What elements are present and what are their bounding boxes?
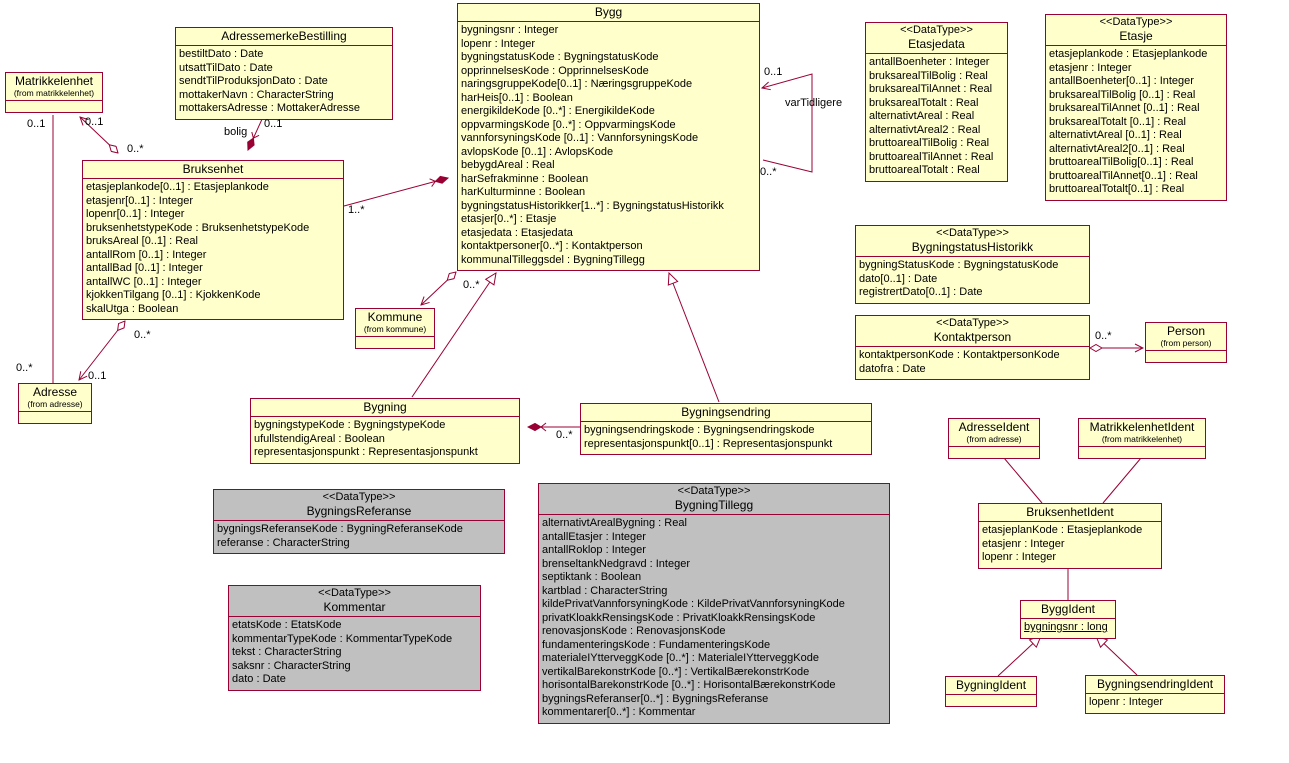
class-attribute: bygningsendringskode : Bygningsendringskode [584,424,815,436]
class-bruksenhetident[interactable] [978,503,1162,569]
stereotype-label: <<DataType>> [936,317,1009,329]
stereotype-label: <<DataType>> [936,227,1009,239]
multiplicity-label: 0..* [556,429,573,441]
edge-bygningident-byggident [998,636,1041,676]
class-attribute: etasjenr[0..1] : Integer [86,194,194,207]
class-attribute: harKulturminne : Boolean [461,186,586,198]
class-attribute: bestiltDato : Date [179,48,264,60]
class-kontaktperson[interactable] [855,315,1090,380]
attributes-compartment [1079,447,1205,458]
edge-bygg-bygg-vartidligere [762,74,812,172]
class-attribute: antallBoenheter[0..1] : Integer [1049,75,1194,87]
class-name: Adresse [32,385,78,399]
class-attribute: privatKloakkRensingsKode : PrivatKloakkRensingsKode [542,611,816,624]
class-name: Bygningsendring [681,405,771,419]
class-attribute: utsattTilDato : Date [179,61,273,74]
class-attribute: kommunalTilleggsdel : BygningTillegg [461,253,645,266]
attributes-compartment [979,522,1161,568]
class-attribute: avlopsKode [0..1] : AvlopsKode [461,145,614,158]
class-attribute: oppvarmingsKode [0..*] : OppvarmingsKode [461,118,676,131]
class-attribute: kartblad : CharacterString [542,584,668,597]
role-label: bolig [224,126,248,138]
class-attribute: antallEtasjer : Integer [542,530,646,543]
class-header [229,586,480,617]
class-name: Bruksenhet [182,162,244,176]
class-attribute: bygningsnr : long [1024,621,1108,633]
multiplicity-label: 0..* [16,362,33,374]
class-attribute: lopenr[0..1] : Integer [86,208,185,220]
class-attribute: alternativtAreal [0..1] : Real [1049,129,1182,141]
class-matrikkelenhet[interactable] [5,72,103,113]
edge-bygningsendringident-byggident [1096,636,1137,675]
class-attribute: registrertDato[0..1] : Date [859,286,983,298]
attributes-compartment [856,347,1089,379]
class-attribute: alternativtAreal : Real [869,110,975,122]
class-header [856,226,1089,257]
class-attribute: dato[0..1] : Date [859,272,938,285]
class-bygningsreferanse[interactable] [213,489,505,554]
class-header [458,4,759,22]
from-package-note: (from adresse) [27,399,83,409]
class-attribute: bruttoarealTilAnnet[0..1] : Real [1049,169,1198,182]
class-name: Matrikkelenhet [14,74,94,88]
class-bygningtillegg[interactable] [538,483,890,724]
class-kommentar[interactable] [228,585,481,691]
class-attribute: bruttoarealTotalt[0..1] : Real [1049,183,1185,195]
class-attribute: mottakerNavn : CharacterString [179,88,334,101]
attributes-compartment [176,46,392,119]
class-attribute: bygningsReferanser[0..*] : BygningsReferanse [542,692,769,705]
class-attribute: alternativtAreal2 : Real [869,123,981,136]
class-header [949,419,1039,447]
attributes-compartment [356,337,434,348]
attributes-compartment [856,257,1089,303]
attributes-compartment [1021,619,1115,638]
class-name: Etasjedata [908,37,965,51]
class-attribute: antallWC [0..1] : Integer [86,275,202,288]
class-etasjedata[interactable] [865,22,1008,182]
multiplicity-label: 0..1 [88,370,107,382]
class-name: ByggIdent [1040,602,1096,616]
edge-adresseident-bruksenhetident [1004,458,1042,503]
class-person[interactable] [1145,322,1227,363]
attributes-compartment [949,447,1039,458]
class-attribute: tekst : CharacterString [232,646,342,658]
from-package-note: (from matrikkelenhet) [1101,434,1183,444]
class-header [214,490,504,521]
class-header [979,504,1161,522]
attributes-compartment [251,417,519,463]
stereotype-label: <<DataType>> [1099,16,1173,28]
attributes-compartment [946,695,1036,706]
from-package-note: (from person) [1160,338,1212,348]
class-attribute: skalUtga : Boolean [86,302,179,315]
class-attribute: kjokkenTilgang [0..1] : KjokkenKode [86,289,261,301]
class-attribute: bygningStatusKode : BygningstatusKode [859,259,1059,271]
class-attribute: vannforsyningsKode [0..1] : VannforsyningsKode [461,132,699,144]
class-header [83,161,343,179]
multiplicity-label: 1..* [348,204,365,216]
attributes-compartment [539,515,889,723]
class-header [176,28,392,46]
from-package-note: (from adresse) [966,434,1022,444]
class-attribute: etasjedata : Etasjedata [461,226,573,239]
class-name: BygningsReferanse [306,504,412,518]
class-name: MatrikkelenhetIdent [1089,420,1195,434]
class-attribute: bygningsnr : Integer [461,24,559,36]
class-attribute: fundamenteringsKode : FundamenteringsKode [542,638,771,651]
multiplicity-label: 0..* [760,166,777,178]
class-name: Etasje [1119,29,1153,43]
class-name: BygningTillegg [674,498,754,512]
class-attribute: harSefrakminne : Boolean [461,172,589,185]
class-attribute: kontaktpersoner[0..*] : Kontaktperson [461,240,643,252]
class-attribute: saksnr : CharacterString [232,659,351,672]
class-attribute: alternativtArealBygning : Real [542,517,687,529]
class-header [1021,601,1115,619]
class-header [1146,323,1226,351]
class-attribute: bruttoarealTilBolig : Real [869,137,990,149]
class-header [6,73,102,101]
class-attribute: ufullstendigAreal : Boolean [254,432,385,445]
stereotype-label: <<DataType>> [318,587,391,599]
class-name: Bygning [363,400,407,414]
class-name: Kommune [367,310,423,324]
class-attribute: representasjonspunkt : Representasjonspunkt [254,446,478,458]
multiplicity-label: 0..1 [85,116,104,128]
class-name: BygningIdent [955,678,1027,692]
class-attribute: etasjeplanKode : Etasjeplankode [982,524,1143,536]
class-attribute: bruksAreal [0..1] : Real [86,235,198,247]
class-attribute: etasjer[0..*] : Etasje [461,213,557,225]
from-package-note: (from matrikkelenhet) [13,88,95,98]
class-adressemerkebestilling[interactable] [175,27,393,120]
class-header [856,316,1089,347]
class-bruksenhet[interactable] [82,160,344,320]
class-header [1046,15,1226,46]
from-package-note: (from kommune) [363,324,427,334]
class-attribute: referanse : CharacterString [217,536,350,549]
class-bygningident[interactable] [945,676,1037,707]
class-attribute: dato : Date [232,673,286,685]
attributes-compartment [229,617,480,690]
class-bygning[interactable] [250,398,520,464]
class-attribute: kommentarTypeKode : KommentarTypeKode [232,632,453,645]
class-attribute: etasjenr : Integer [1049,61,1132,74]
class-name: Kommentar [323,600,386,614]
class-header [1079,419,1205,447]
class-header [581,404,871,422]
class-attribute: sendtTilProduksjonDato : Date [179,75,328,87]
class-attribute: energikildeKode [0..*] : EnergikildeKode [461,105,655,117]
class-attribute: antallRoklop : Integer [542,544,646,556]
multiplicity-label: 0..* [463,279,480,291]
class-attribute: datofra : Date [859,362,926,375]
class-bygningsendring[interactable] [580,403,872,455]
class-bygningstatushistorikk[interactable] [855,225,1090,304]
stereotype-label: <<DataType>> [322,491,396,503]
class-attribute: materialeIYtterveggKode [0..*] : MaterialeIYtterveggKode [542,652,819,664]
attributes-compartment [458,22,759,270]
class-attribute: bruksarealTilAnnet [0..1] : Real [1049,102,1200,114]
attributes-compartment [83,179,343,319]
class-adresse[interactable] [18,383,92,424]
class-attribute: bygningstypeKode : BygningstypeKode [254,419,446,431]
class-attribute: bygningstatusKode : BygningstatusKode [461,51,659,63]
attributes-compartment [581,422,871,454]
attributes-compartment [1086,694,1224,713]
class-header [19,384,91,412]
class-attribute: etasjenr : Integer [982,537,1065,550]
class-name: BygningsendringIdent [1096,677,1214,691]
class-attribute: bygningstatusHistorikker[1..*] : BygningstatusHistorikk [461,199,724,212]
class-attribute: mottakersAdresse : MottakerAdresse [179,102,360,114]
class-header [1086,676,1224,694]
class-kommune[interactable] [355,308,435,349]
class-header [866,23,1007,54]
class-attribute: brenseltankNedgravd : Integer [542,557,690,570]
class-attribute: harHeis[0..1] : Boolean [461,91,573,104]
class-attribute: bruksarealTilBolig [0..1] : Real [1049,88,1196,101]
attributes-compartment [1046,46,1226,200]
edge-bygningsendring-bygg [669,273,719,402]
multiplicity-label: 0..1 [264,118,283,130]
class-attribute: opprinnelsesKode : OpprinnelsesKode [461,64,649,77]
class-attribute: bygningsReferanseKode : BygningReferanseKode [217,523,463,535]
class-header [539,484,889,515]
multiplicity-label: 0..* [127,143,144,155]
class-attribute: bruksenhetstypeKode : BruksenhetstypeKode [86,221,310,234]
multiplicity-label: 0..1 [764,66,783,78]
class-attribute: renovasjonsKode : RenovasjonsKode [542,625,726,637]
class-attribute: lopenr : Integer [1089,696,1163,708]
class-attribute: horisontalBarekonstrKode [0..*] : HorisontalBærekonstrKode [542,679,836,691]
attributes-compartment [866,54,1007,181]
class-attribute: etatsKode : EtatsKode [232,619,342,631]
class-attribute: antallBoenheter : Integer [869,56,990,68]
class-name: Kontaktperson [933,330,1012,344]
edge-adressemerkebestilling-bruksenhet [248,117,263,150]
attributes-compartment [1146,351,1226,362]
edge-bygg-kommune [421,272,456,305]
class-attribute: bruksarealTotalt [0..1] : Real [1049,115,1186,128]
multiplicity-label: 0..* [1095,330,1112,342]
class-attribute: bruksarealTilAnnet : Real [869,83,993,95]
class-name: BruksenhetIdent [1026,505,1114,519]
class-attribute: bruttoarealTilBolig[0..1] : Real [1049,156,1194,168]
class-attribute: etasjeplankode[0..1] : Etasjeplankode [86,181,269,193]
class-name: Person [1166,324,1206,338]
edge-bruksenhet-bygg [344,178,448,206]
class-bygg[interactable] [457,3,760,271]
multiplicity-label: 0..1 [27,118,46,130]
class-attribute: lopenr : Integer [982,551,1056,563]
class-attribute: representasjonspunkt[0..1] : Representasjonspunkt [584,437,833,450]
multiplicity-label: 0..* [134,329,151,341]
attributes-compartment [6,101,102,112]
class-attribute: kontaktpersonKode : KontaktpersonKode [859,349,1060,361]
class-matrikkelenhetident[interactable] [1078,418,1206,459]
class-name: AdresseIdent [958,420,1030,434]
edge-matrikkelenhetident-bruksenhetident [1103,458,1141,503]
class-adresseident[interactable] [948,418,1040,459]
role-label: varTidligere [785,97,843,109]
attributes-compartment [19,412,91,423]
class-bygningsendringident[interactable] [1085,675,1225,714]
class-attribute: antallBad [0..1] : Integer [86,262,203,274]
class-header [251,399,519,417]
class-attribute: kildePrivatVannforsyningKode : KildePrivatVannforsyningKode [542,598,845,610]
class-header [946,677,1036,695]
class-name: BygningstatusHistorikk [911,240,1034,254]
class-name: Bygg [594,5,623,19]
class-attribute: alternativtAreal2[0..1] : Real [1049,142,1185,155]
class-byggident[interactable] [1020,600,1116,639]
class-attribute: bruksarealTotalt : Real [869,96,979,109]
class-attribute: lopenr : Integer [461,37,535,50]
class-etasje[interactable] [1045,14,1227,201]
class-attribute: naringsgruppeKode[0..1] : NæringsgruppeKode [461,78,693,90]
class-header [356,309,434,337]
class-attribute: antallRom [0..1] : Integer [86,248,207,261]
class-attribute: vertikalBarekonstrKode [0..*] : VertikalBærekonstrKode [542,665,810,678]
class-attribute: bruttoarealTotalt : Real [869,164,980,176]
stereotype-label: <<DataType>> [900,24,973,36]
class-attribute: bruksarealTilBolig : Real [869,69,988,82]
class-attribute: etasjeplankode : Etasjeplankode [1049,48,1208,60]
attributes-compartment [214,521,504,553]
class-attribute: bruttoarealTilAnnet : Real [869,150,994,163]
class-name: AdressemerkeBestilling [221,29,347,43]
class-attribute: bebygdAreal : Real [461,159,555,171]
stereotype-label: <<DataType>> [677,485,751,497]
class-attribute: kommentarer[0..*] : Kommentar [542,706,696,718]
class-attribute: septiktank : Boolean [542,571,642,583]
